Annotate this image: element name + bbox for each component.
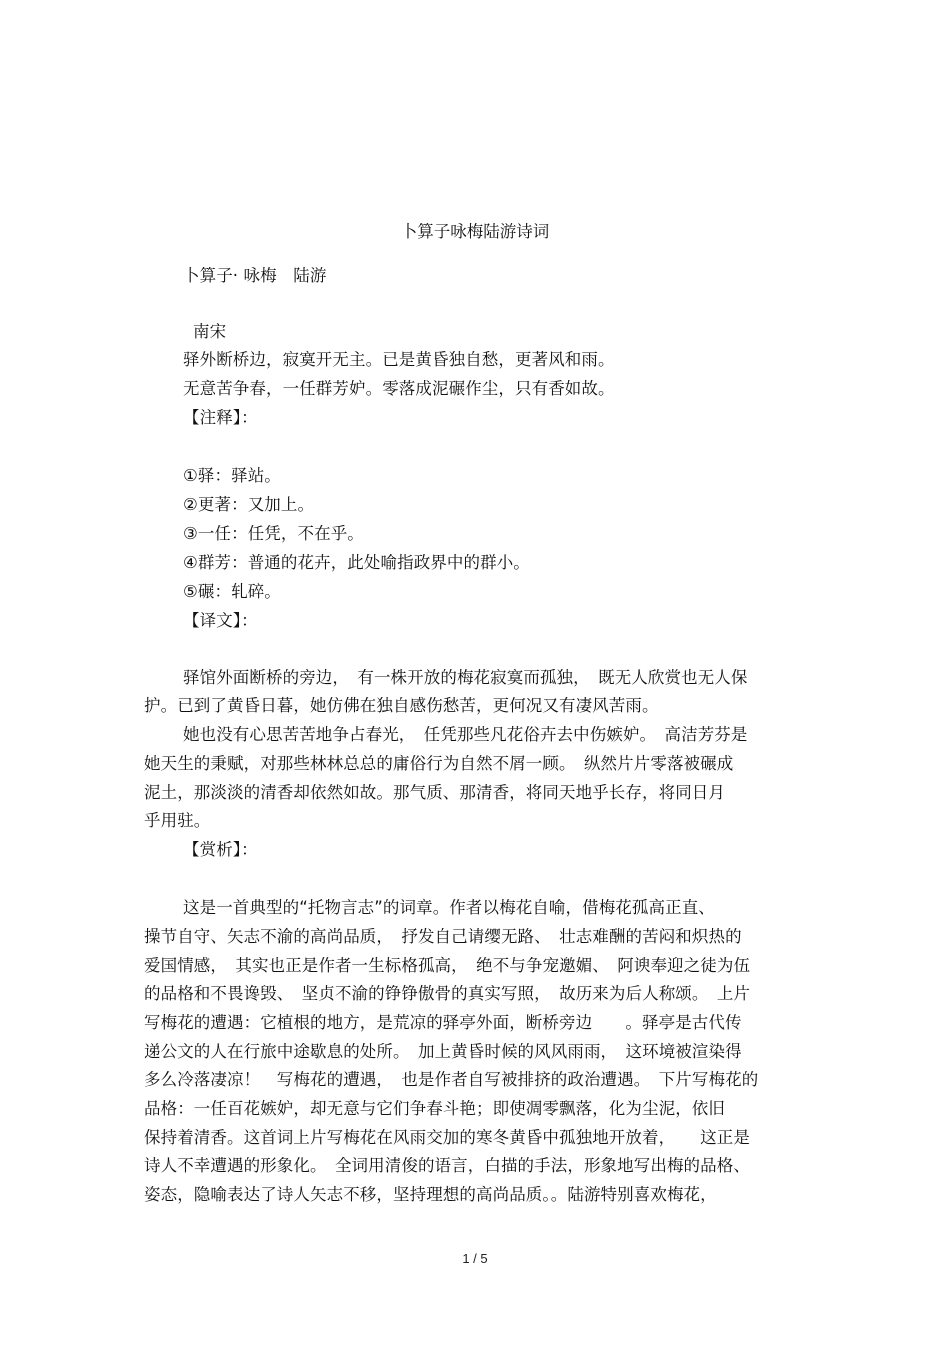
notes-heading: 【注释】：	[183, 408, 258, 427]
appreciation-line: 保持着清香。这首词上片写梅花在风雨交加的寒冬黄昏中孤独地开放着， 这正是	[144, 1128, 750, 1147]
note-item: ②更著：又加上。	[183, 495, 315, 514]
note-item: ④群芳：普通的花卉，此处喻指政界中的群小。	[183, 553, 530, 572]
note-item: ①驿：驿站。	[183, 466, 281, 485]
appreciation-line: 诗人不幸遭遇的形象化。 全词用清俊的语言，白描的手法，形象地写出梅的品格、	[144, 1156, 750, 1175]
appreciation-heading: 【赏析】：	[183, 840, 258, 859]
note-item: ⑤碾：轧碎。	[183, 582, 281, 601]
appreciation-line: 操节自守、矢志不渝的高尚品质， 抒发自己请缨无路、 壮志难酬的苦闷和炽热的	[144, 927, 742, 946]
appreciation-line: 写梅花的遭遇：它植根的地方，是荒凉的驿亭外面，断桥旁边 。驿亭是古代传	[144, 1013, 742, 1032]
page-title: 卜算子咏梅陆游诗词	[400, 222, 550, 241]
poem-subtitle: 卜算子· 咏梅 陆游	[183, 266, 327, 285]
appreciation-line: 这是一首典型的“托物言志”的词章。作者以梅花自喻，借梅花孤高正直、	[183, 898, 715, 917]
poem-line: 无意苦争春，一任群芳妒。零落成泥碾作尘，只有香如故。	[183, 379, 615, 398]
dynasty-label: 南宋	[193, 322, 227, 341]
appreciation-line: 多么冷落凄凉！ 写梅花的遭遇， 也是作者自写被排挤的政治遭遇。 下片写梅花的	[144, 1070, 759, 1089]
poem-line: 驿外断桥边，寂寞开无主。已是黄昏独自愁，更著风和雨。	[183, 350, 615, 369]
translation-line: 她也没有心思苦苦地争占春光， 任凭那些凡花俗卉去中伤嫉妒。 高洁芳芬是	[183, 725, 748, 744]
translation-line: 驿馆外面断桥的旁边， 有一株开放的梅花寂寞而孤独， 既无人欣赏也无人保	[183, 668, 748, 687]
note-item: ③一任：任凭，不在乎。	[183, 524, 364, 543]
appreciation-line: 递公文的人在行旅中途歇息的处所。 加上黄昏时候的风风雨雨， 这环境被渲染得	[144, 1042, 742, 1061]
appreciation-line: 爱国情感， 其实也正是作者一生标格孤高， 绝不与争宠邀媚、 阿谀奉迎之徒为伍	[144, 956, 751, 975]
appreciation-line: 品格：一任百花嫉妒，却无意与它们争春斗艳；即使凋零飘落，化为尘泥，依旧	[144, 1099, 725, 1118]
appreciation-line: 姿态，隐喻表达了诗人矢志不移，坚持理想的高尚品质。。陆游特别喜欢梅花，	[144, 1185, 717, 1204]
appreciation-line: 的品格和不畏谗毁、 坚贞不渝的铮铮傲骨的真实写照， 故历来为后人称颂。 上片	[144, 984, 751, 1003]
translation-line: 她天生的秉赋，对那些林林总总的庸俗行为自然不屑一顾。 纵然片片零落被碾成	[144, 754, 734, 773]
translation-line: 泥土，那淡淡的清香却依然如故。那气质、那清香，将同天地乎长存，将同日月	[144, 783, 725, 802]
translation-line: 护。已到了黄昏日暮，她仿佛在独自感伤愁苦，更何况又有凄风苦雨。	[144, 696, 659, 715]
translation-heading: 【译文】：	[183, 611, 258, 630]
translation-line: 乎用驻。	[144, 811, 211, 830]
page-number: 1 / 5	[462, 1251, 488, 1266]
